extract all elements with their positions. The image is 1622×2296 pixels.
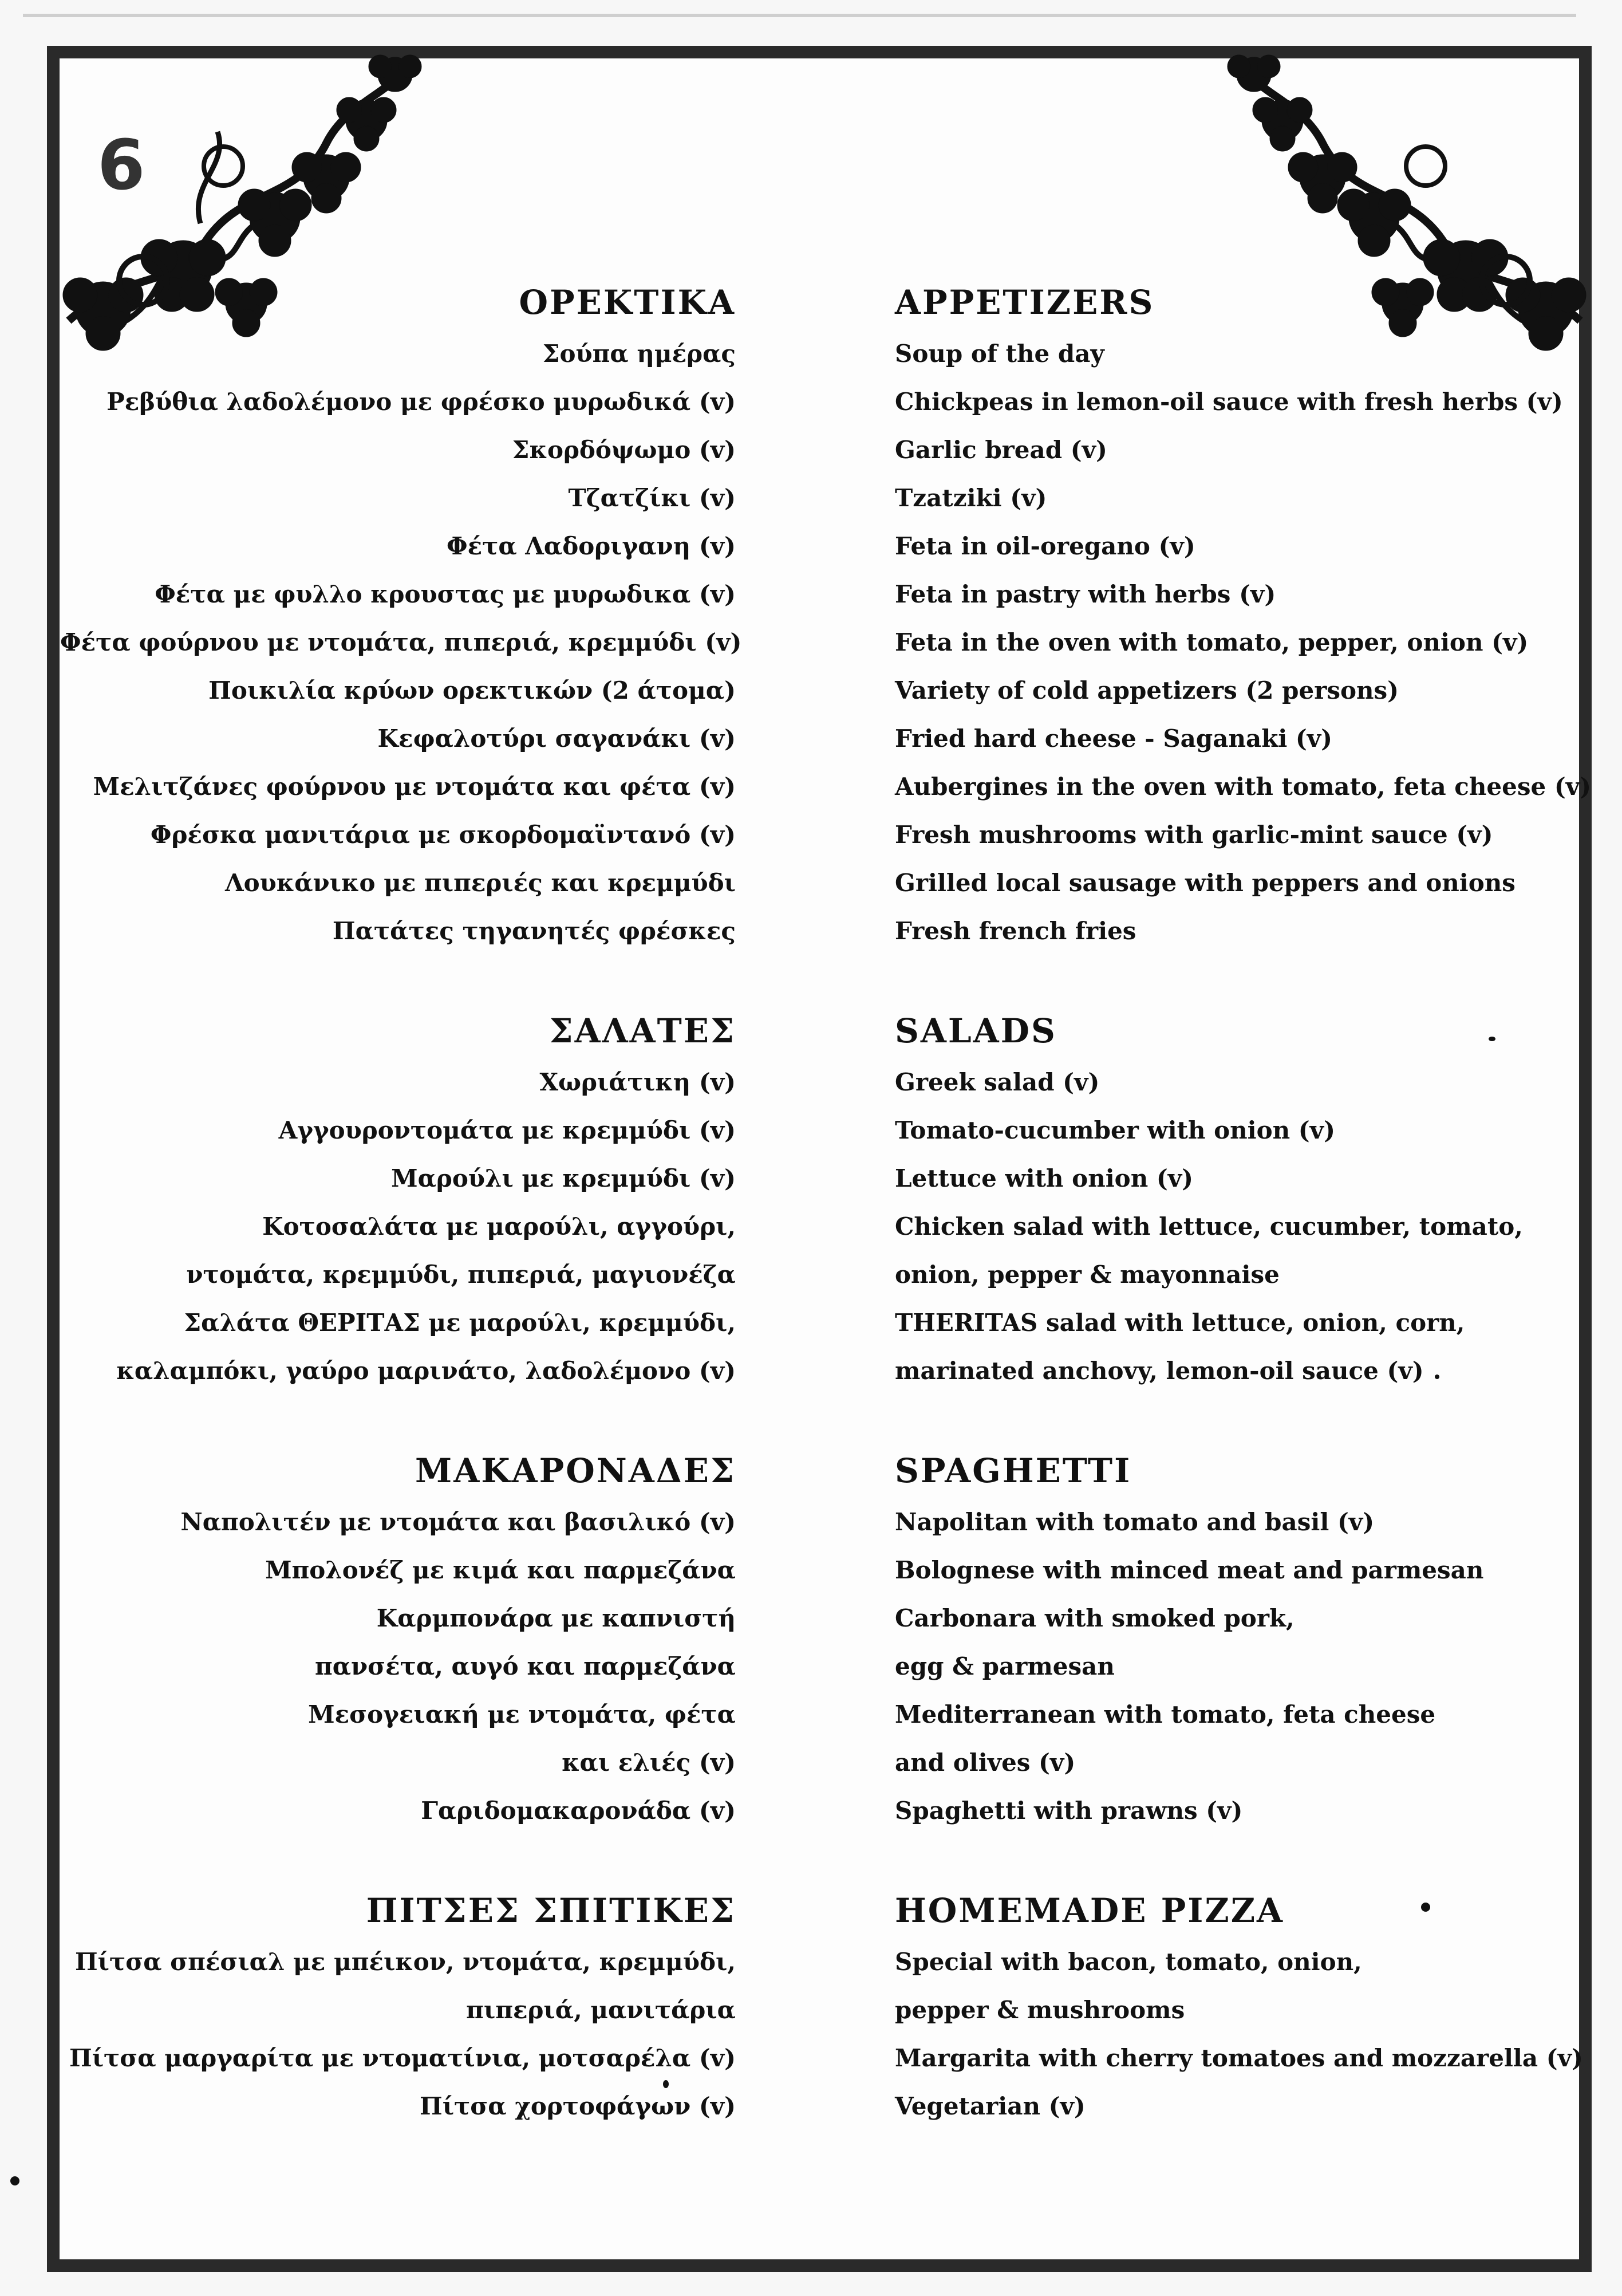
menu-item: Grilled local sausage with peppers and onions — [895, 869, 1516, 897]
menu-item: THERITAS salad with lettuce, onion, corn, — [895, 1309, 1465, 1337]
menu-item: Variety of cold appetizers (2 persons) — [895, 676, 1399, 704]
menu-item: καλαμπόκι, γαύρο μαρινάτο, λαδολέμονο (v) — [116, 1357, 736, 1385]
menu-item: egg & parmesan — [895, 1652, 1115, 1680]
menu-item: Vegetarian (v) — [895, 2092, 1086, 2120]
scan-speck — [1435, 1375, 1439, 1379]
menu-item: Mediterranean with tomato, feta cheese — [895, 1700, 1436, 1728]
menu-item: Μπολονέζ με κιμά και παρμεζάνα — [265, 1556, 736, 1584]
scan-speck — [10, 2176, 19, 2185]
section-title: ΜΑΚΑΡΟΝΑΔΕΣ — [415, 1451, 736, 1490]
menu-item: Σαλάτα ΘΕΡΙΤΑΣ με μαρούλι, κρεμμύδι, — [184, 1309, 736, 1337]
menu-item: Chickpeas in lemon-oil sauce with fresh herbs (v) — [895, 388, 1563, 416]
menu-item: Λουκάνικο με πιπεριές και κρεμμύδι — [225, 869, 736, 897]
menu-section — [895, 1883, 1582, 2130]
menu-item: Κεφαλοτύρι σαγανάκι (v) — [377, 724, 736, 753]
scan-speck — [1421, 1903, 1430, 1912]
menu-item: Lettuce with onion (v) — [895, 1164, 1194, 1192]
menu-item: Bolognese with minced meat and parmesan — [895, 1556, 1484, 1584]
menu-item: Χωριάτικη (v) — [539, 1068, 736, 1096]
menu-item: Carbonara with smoked pork, — [895, 1604, 1295, 1632]
menu-item: Φέτα Λαδοριγανη (v) — [446, 532, 736, 560]
english-menu-column — [895, 275, 1591, 2130]
menu-item: Ρεβύθια λαδολέμονο με φρέσκο μυρωδικά (v) — [106, 388, 736, 416]
menu-item: Πίτσα σπέσιαλ με μπέικον, ντομάτα, κρεμμύδι, — [74, 1948, 736, 1976]
scan-top-edge — [23, 14, 1576, 17]
menu-item: Chicken salad with lettuce, cucumber, tomato, — [895, 1212, 1523, 1240]
menu-item: Φρέσκα μανιτάρια με σκορδομαϊντανό (v) — [150, 821, 736, 849]
menu-item: Garlic bread (v) — [895, 436, 1107, 464]
menu-item: Πατάτες τηγανητές φρέσκες — [332, 917, 736, 945]
menu-item: Ναπολιτέν με ντομάτα και βασιλικό (v) — [180, 1508, 736, 1536]
menu-item: και ελιές (v) — [562, 1748, 736, 1777]
menu-item: Soup of the day — [895, 340, 1104, 368]
menu-item: Μελιτζάνες φούρνου με ντομάτα και φέτα (v) — [93, 773, 736, 801]
menu-section — [60, 1003, 736, 1395]
menu-section — [895, 1003, 1582, 1395]
menu-item: Special with bacon, tomato, onion, — [895, 1948, 1362, 1976]
menu-item: Αγγουροντομάτα με κρεμμύδι (v) — [278, 1116, 736, 1144]
menu-item: Μαρούλι με κρεμμύδι (v) — [391, 1164, 736, 1192]
menu-item: Tzatziki (v) — [895, 484, 1047, 512]
menu-section — [895, 275, 1591, 955]
menu-section — [60, 1883, 736, 2130]
menu-item: Greek salad (v) — [895, 1068, 1100, 1096]
menu-item: Ποικιλία κρύων ορεκτικών (2 άτομα) — [208, 676, 736, 704]
section-title: SPAGHETTI — [895, 1451, 1132, 1490]
section-title: ΠΙΤΣΕΣ ΣΠΙΤΙΚΕΣ — [366, 1891, 736, 1930]
menu-item: onion, pepper & mayonnaise — [895, 1261, 1280, 1289]
menu-item: Κοτοσαλάτα με μαρούλι, αγγούρι, — [262, 1212, 736, 1240]
section-title: HOMEMADE PIZZA — [895, 1891, 1285, 1930]
menu-item: Τζατζίκι (v) — [568, 484, 736, 512]
menu-item: Feta in pastry with herbs (v) — [895, 580, 1276, 608]
menu-item: Φέτα με φυλλο κρουστας με μυρωδικα (v) — [155, 580, 736, 608]
section-title: SALADS — [895, 1011, 1057, 1050]
menu-item: Φέτα φούρνου με ντομάτα, πιπεριά, κρεμμύδι (v) — [60, 628, 742, 656]
menu-item: Πίτσα χορτοφάγων (v) — [420, 2092, 736, 2120]
menu-item: marinated anchovy, lemon-oil sauce (v) — [895, 1357, 1424, 1385]
menu-item: Feta in the oven with tomato, pepper, onion (v) — [895, 628, 1529, 656]
section-title: ΣΑΛΑΤΕΣ — [549, 1011, 736, 1050]
menu-item: Fried hard cheese - Saganaki (v) — [895, 724, 1333, 753]
section-title: APPETIZERS — [895, 283, 1155, 322]
scan-speck — [663, 2080, 669, 2088]
section-title: ΟΡΕΚΤΙΚΑ — [519, 283, 736, 322]
menu-item: Tomato-cucumber with onion (v) — [895, 1116, 1335, 1144]
menu-item: Fresh french fries — [895, 917, 1136, 945]
page-number: 6 — [97, 126, 145, 206]
menu-item: pepper & mushrooms — [895, 1996, 1185, 2024]
menu-item: Napolitan with tomato and basil (v) — [895, 1508, 1375, 1536]
menu-item: Fresh mushrooms with garlic-mint sauce (v) — [895, 821, 1493, 849]
menu-item: Σούπα ημέρας — [542, 340, 736, 368]
menu-item: Aubergines in the oven with tomato, feta cheese (v) — [895, 773, 1591, 801]
menu-item: Καρμπονάρα με καπνιστή — [376, 1604, 736, 1632]
menu-item: ντομάτα, κρεμμύδι, πιπεριά, μαγιονέζα — [186, 1261, 736, 1289]
menu-section — [60, 275, 742, 955]
menu-section — [895, 1443, 1582, 1835]
menu-item: Margarita with cherry tomatoes and mozzarella (v) — [895, 2044, 1583, 2072]
greek-menu-column — [60, 275, 742, 2130]
menu-item: and olives (v) — [895, 1748, 1076, 1777]
menu-item: πιπεριά, μανιτάρια — [466, 1996, 736, 2024]
menu-item: Γαριδομακαρονάδα (v) — [421, 1797, 736, 1825]
menu-item: Μεσογειακή με ντομάτα, φέτα — [308, 1700, 736, 1728]
menu-section — [60, 1443, 736, 1835]
menu-item: Πίτσα μαργαρίτα με ντοματίνια, μοτσαρέλα (v) — [69, 2044, 736, 2072]
menu-item: Feta in oil-oregano (v) — [895, 532, 1195, 560]
menu-item: Spaghetti with prawns (v) — [895, 1797, 1243, 1825]
scan-speck — [1489, 1037, 1495, 1041]
menu-item: Σκορδόψωμο (v) — [512, 436, 736, 464]
menu-item: πανσέτα, αυγό και παρμεζάνα — [314, 1652, 736, 1680]
